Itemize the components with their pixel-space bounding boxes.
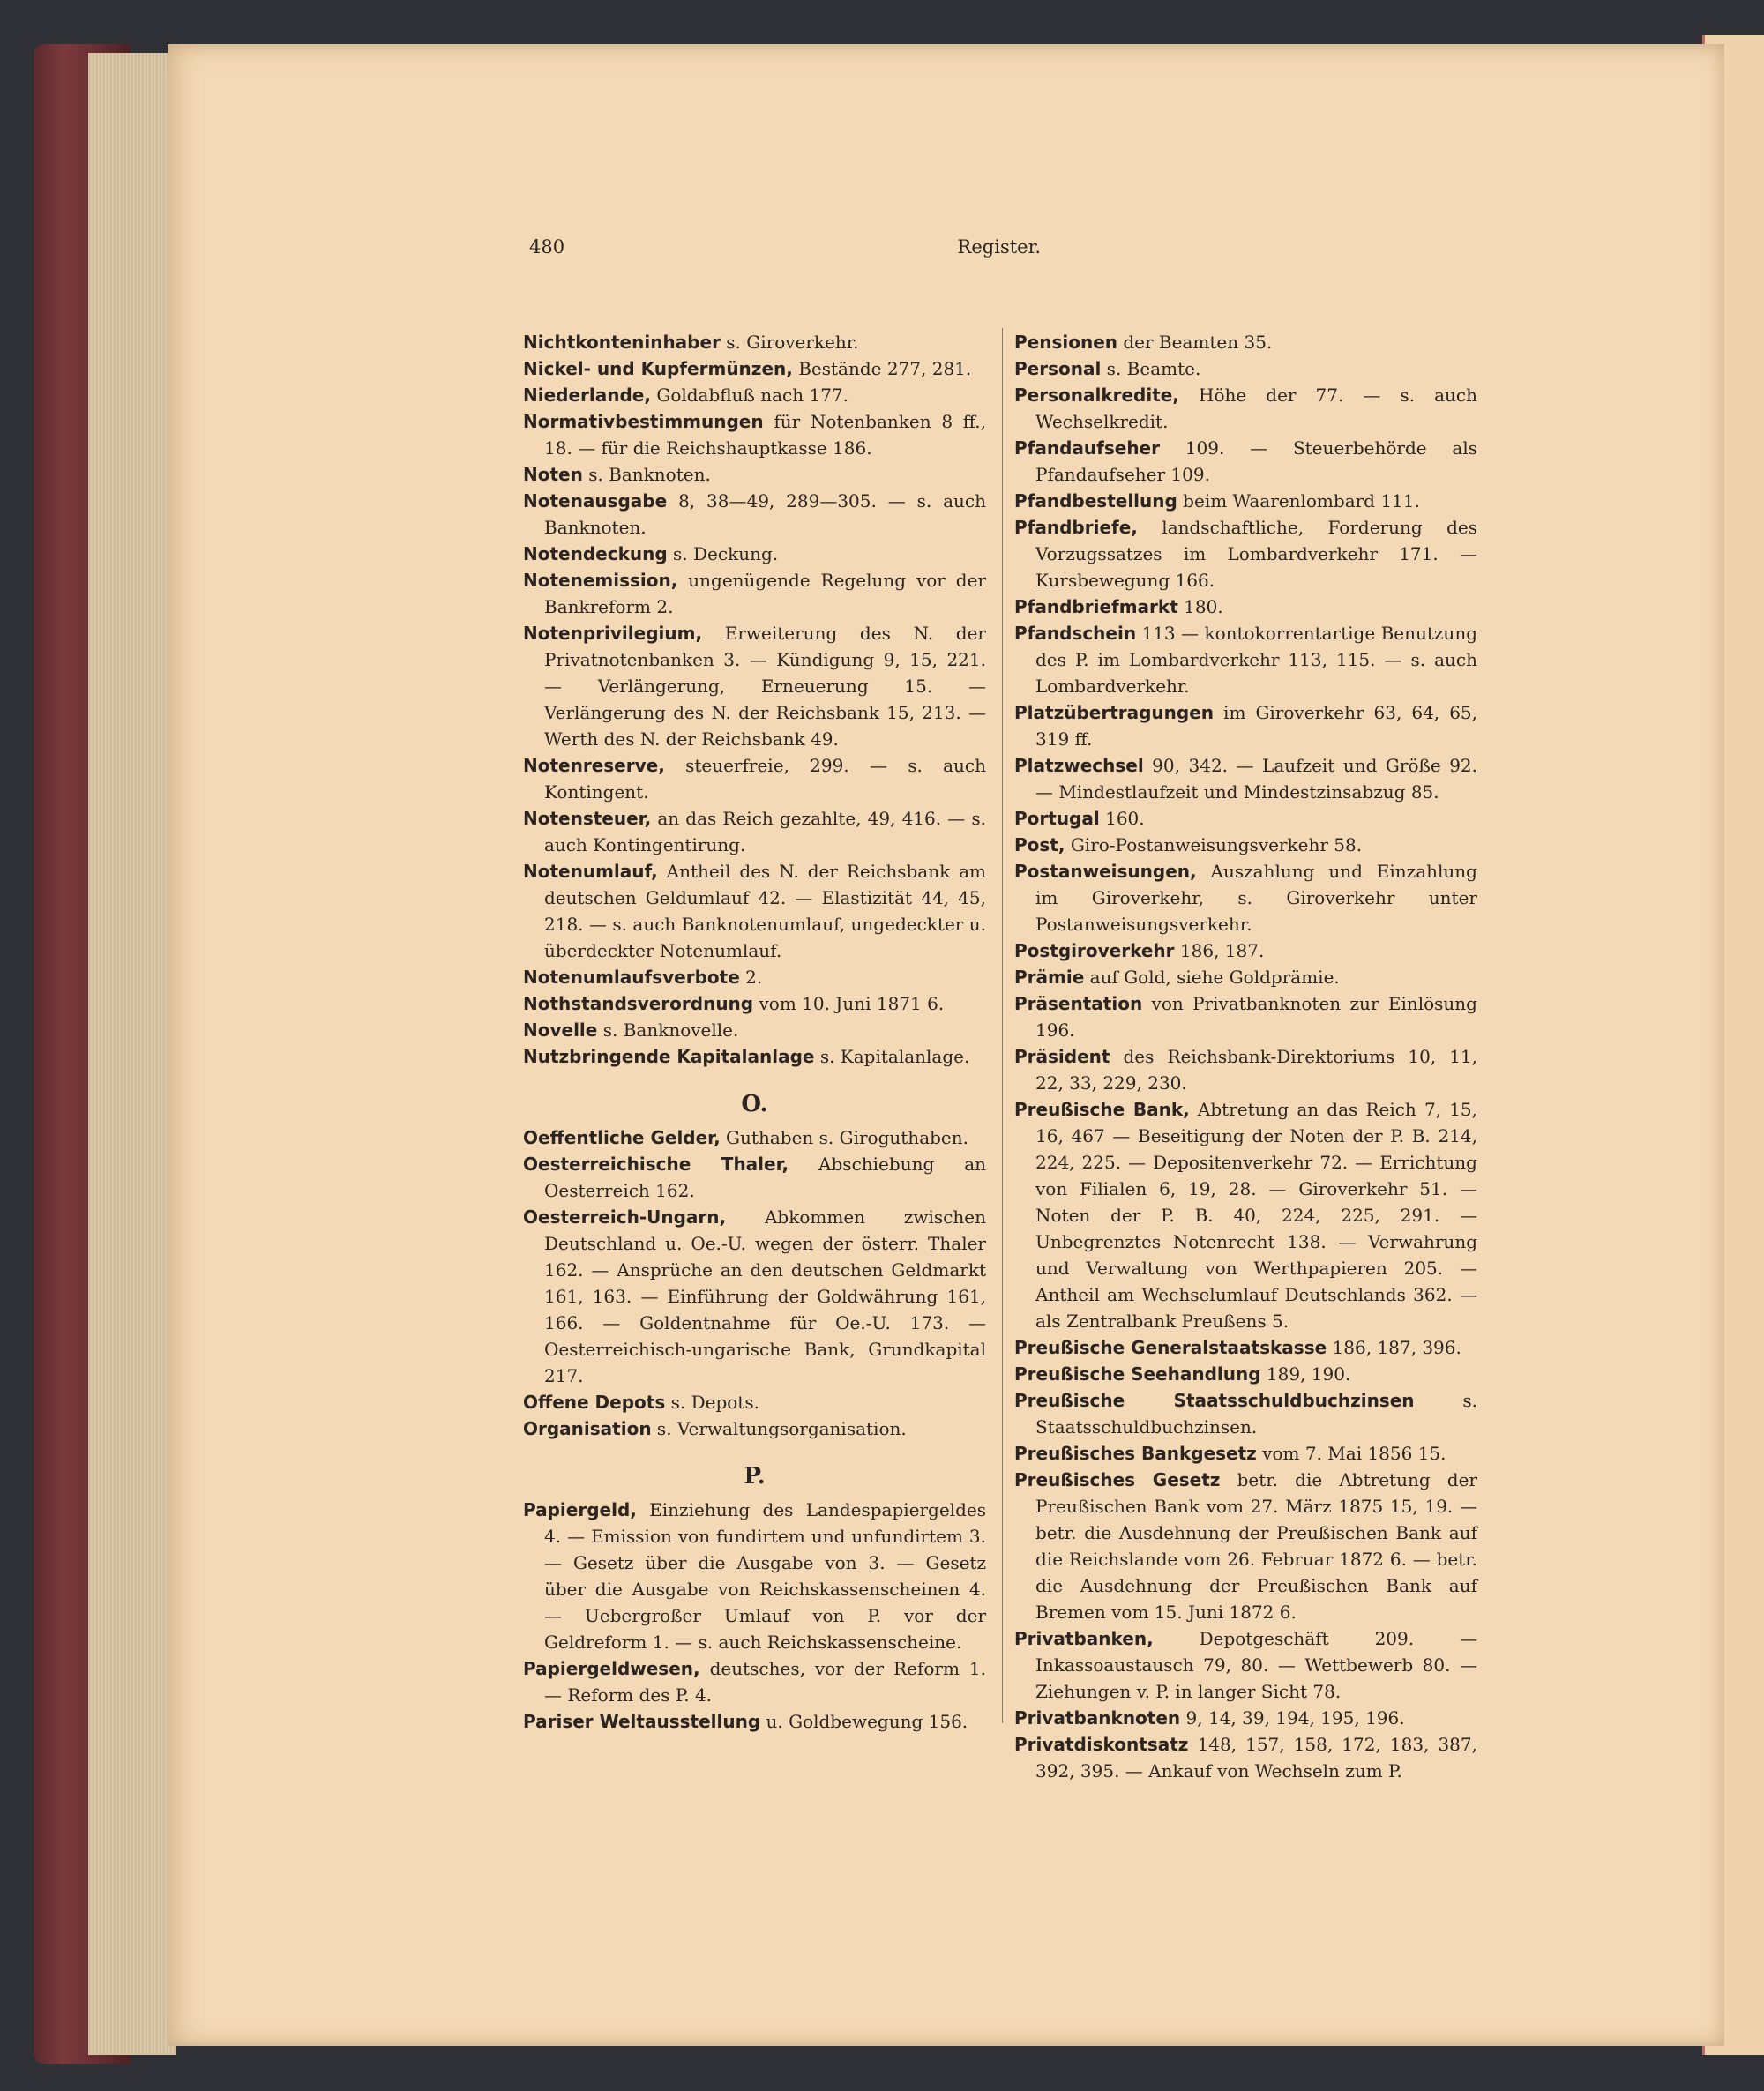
index-reference: 189, 190.	[1260, 1363, 1351, 1385]
index-reference: für Notenbanken 8 ff., 18. — für die Reichshauptkasse 186.	[544, 411, 986, 459]
index-term: Papiergeld,	[523, 1499, 637, 1520]
index-entry	[523, 1415, 986, 1442]
index-term: Postgiroverkehr	[1014, 940, 1175, 961]
entries-p-continued	[1014, 329, 1477, 1784]
index-entry	[1014, 964, 1477, 990]
index-reference: Erweiterung des N. der Privatnotenbanken 3. — Kündigung 9, 15, 221. — Verlängerung, Erneuerung 15. — Verlängerung des N. der Reichsbank 15, 213. — Werth des N. der Reichsbank 49.	[544, 623, 986, 750]
index-entry	[523, 408, 986, 461]
index-entry	[1014, 514, 1477, 594]
index-term: Organisation	[523, 1418, 652, 1439]
index-reference: Giro-Postanweisungsverkehr 58.	[1065, 834, 1363, 855]
section-heading-o: O.	[741, 1091, 768, 1117]
section-heading-p: P.	[744, 1463, 766, 1490]
index-entry	[523, 1124, 986, 1151]
index-entry	[523, 805, 986, 858]
page-title: Register.	[957, 236, 1041, 258]
index-term: Preußische Generalstaatskasse	[1014, 1337, 1327, 1358]
index-term: Papiergeldwesen,	[523, 1658, 700, 1679]
index-entry	[1014, 382, 1477, 435]
index-term: Notensteuer,	[523, 808, 652, 829]
index-entry	[523, 461, 986, 488]
index-entry	[1014, 1705, 1477, 1731]
page-edges	[88, 53, 176, 2055]
index-entry	[1014, 1387, 1477, 1440]
index-reference: beim Waarenlombard 111.	[1177, 490, 1420, 512]
index-term: Notenumlaufsverbote	[523, 967, 740, 988]
index-entry	[523, 1017, 986, 1043]
index-term: Oeffentliche Gelder,	[523, 1127, 721, 1148]
column-divider	[1002, 328, 1003, 1723]
index-term: Nothstandsverordnung	[523, 993, 754, 1014]
index-entry	[523, 1708, 986, 1735]
index-entry	[523, 329, 986, 355]
index-entry	[523, 382, 986, 408]
index-reference: s. Beamte.	[1101, 358, 1201, 379]
index-entry	[1014, 832, 1477, 858]
index-reference: Höhe der 77. — s. auch Wechselkredit.	[1035, 385, 1477, 432]
index-term: Personal	[1014, 358, 1102, 379]
left-column	[523, 329, 986, 1735]
index-reference: s. Giroverkehr.	[720, 332, 859, 353]
index-term: Pfandaufseher	[1014, 437, 1160, 459]
index-entry	[1014, 1361, 1477, 1387]
index-entry	[1014, 355, 1477, 382]
index-entry	[523, 1043, 986, 1070]
index-reference: 90, 342. — Laufzeit und Größe 92. — Mindestlaufzeit und Mindestzinsabzug 85.	[1035, 755, 1477, 803]
index-entry	[1014, 1731, 1477, 1784]
index-reference: landschaftliche, Forderung des Vorzugssatzes im Lombardverkehr 171. — Kursbewegung 166.	[1035, 517, 1477, 591]
index-term: Nickel- und Kupfermünzen,	[523, 358, 793, 379]
index-entry	[523, 858, 986, 964]
index-entry	[523, 620, 986, 752]
index-term: Preußisches Gesetz	[1014, 1469, 1221, 1490]
index-entry	[523, 1204, 986, 1389]
index-term: Privatbanknoten	[1014, 1707, 1181, 1729]
page-number: 480	[529, 236, 565, 258]
index-term: Präsentation	[1014, 993, 1143, 1014]
index-reference: 109. — Steuerbehörde als Pfandaufseher 109.	[1035, 437, 1477, 485]
index-entry	[523, 1389, 986, 1415]
index-term: Novelle	[523, 1019, 598, 1041]
index-entry	[1014, 805, 1477, 832]
index-entry	[523, 1655, 986, 1708]
entries-n	[523, 329, 986, 1070]
index-reference: deutsches, vor der Reform 1. — Reform des P. 4.	[544, 1658, 986, 1706]
index-term: Privatdiskontsatz	[1014, 1734, 1189, 1755]
index-reference: ungenügende Regelung vor der Bankreform 2.	[544, 570, 986, 617]
index-reference: auf Gold, siehe Goldprämie.	[1084, 967, 1340, 988]
index-reference: Bestände 277, 281.	[792, 358, 972, 379]
index-term: Preußische Staatsschuldbuchzinsen	[1014, 1390, 1415, 1411]
index-reference: 2.	[739, 967, 763, 988]
index-reference: betr. die Abtretung der Preußischen Bank vom 27. März 1875 15, 19. — betr. die Ausdehnung der Preußischen Bank auf die Reichslande vom 26. Februar 1872 6. — betr. die Ausdehnung der Preußischen Bank auf Bremen vom 15. Juni 1872 6.	[1035, 1469, 1477, 1623]
index-reference: Auszahlung und Einzahlung im Giroverkehr, s. Giroverkehr unter Postanweisungsverkehr.	[1035, 861, 1477, 935]
index-reference: Abkommen zwischen Deutschland u. Oe.-U. wegen der österr. Thaler 162. — Ansprüche an den deutschen Geldmarkt 161, 163. — Einführung der Goldwährung 161, 166. — Goldentnahme für Oe.-U. 173. — Oesterreichisch-ungarische Bank, Grundkapital 217.	[544, 1206, 986, 1386]
index-entry	[1014, 1625, 1477, 1705]
index-reference: der Beamten 35.	[1117, 332, 1273, 353]
index-term: Präsident	[1014, 1046, 1110, 1067]
index-reference: 180.	[1177, 596, 1223, 617]
index-term: Platzübertragungen	[1014, 702, 1215, 723]
index-reference: s. Kapitalanlage.	[814, 1046, 970, 1067]
index-term: Pfandbriefmarkt	[1014, 596, 1178, 617]
index-term: Pfandbestellung	[1014, 490, 1177, 512]
index-reference: s. Depots.	[665, 1392, 759, 1413]
index-term: Pensionen	[1014, 332, 1118, 353]
index-term: Notenumlauf,	[523, 861, 658, 882]
right-column	[1014, 329, 1477, 1784]
index-reference: s. Deckung.	[667, 543, 779, 564]
index-reference: Einziehung des Landespapiergeldes 4. — Emission von fundirtem und unfundirtem 3. — Gesetz über die Ausgabe von 3. — Gesetz über die Ausgabe von Reichskassenscheinen 4. — Uebergroßer Umlauf von P. vor der Geldreform 1. — s. auch Reichskassenscheine.	[544, 1499, 986, 1653]
index-reference: 186, 187, 396.	[1327, 1337, 1461, 1358]
index-term: Oesterreich-Ungarn,	[523, 1206, 727, 1228]
index-term: Preußische Seehandlung	[1014, 1363, 1261, 1385]
index-reference: vom 7. Mai 1856 15.	[1256, 1443, 1446, 1464]
index-reference: steuerfreie, 299. — s. auch Kontingent.	[544, 755, 986, 803]
index-term: Notenreserve,	[523, 755, 665, 776]
page-header	[529, 236, 1041, 258]
index-entry	[523, 567, 986, 620]
index-entry	[1014, 1334, 1477, 1361]
index-entry	[1014, 752, 1477, 805]
index-entry	[1014, 594, 1477, 620]
index-reference: Depotgeschäft 209. — Inkassoaustausch 79, 80. — Wettbewerb 80. — Ziehungen v. P. in langer Sicht 78.	[1035, 1628, 1477, 1702]
index-entry	[1014, 1043, 1477, 1096]
index-term: Preußische Bank,	[1014, 1099, 1190, 1120]
index-reference: Antheil des N. der Reichsbank am deutschen Geldumlauf 42. — Elastizität 44, 45, 218. — s. auch Banknotenumlauf, ungedeckter u. überdeckter Notenumlauf.	[544, 861, 986, 961]
index-term: Nichtkonteninhaber	[523, 332, 721, 353]
index-entry	[1014, 937, 1477, 964]
index-term: Notenemission,	[523, 570, 678, 591]
index-reference: Guthaben s. Giroguthaben.	[720, 1127, 968, 1148]
index-reference: Abtretung an das Reich 7, 15, 16, 467 — Beseitigung der Noten der P. B. 214, 224, 225. — Depositenverkehr 72. — Errichtung von Filialen 6, 19, 28. — Giroverkehr 51. — Noten der P. B. 40, 224, 225, 291. — Unbegrenztes Notenrecht 138. — Verwahrung und Verwaltung von Werthpapieren 205. — Antheil am Wechselumlauf Deutschlands 362. — als Zentralbank Preußens 5.	[1035, 1099, 1478, 1332]
index-term: Pfandbriefe,	[1014, 517, 1138, 538]
index-term: Normativbestimmungen	[523, 411, 764, 432]
index-reference: 9, 14, 39, 194, 195, 196.	[1180, 1707, 1405, 1729]
index-reference: 186, 187.	[1174, 940, 1265, 961]
index-term: Offene Depots	[523, 1392, 666, 1413]
index-entry	[1014, 699, 1477, 752]
index-term: Nutzbringende Kapitalanlage	[523, 1046, 815, 1067]
index-term: Notenausgabe	[523, 490, 668, 512]
index-reference: s. Banknoten.	[582, 464, 711, 485]
index-entry	[523, 488, 986, 541]
index-entry	[523, 1151, 986, 1204]
index-entry	[1014, 329, 1477, 355]
index-entry	[1014, 1467, 1477, 1625]
index-entry	[1014, 488, 1477, 514]
entries-o	[523, 1124, 986, 1442]
index-entry	[523, 752, 986, 805]
index-term: Privatbanken,	[1014, 1628, 1154, 1649]
index-term: Postanweisungen,	[1014, 861, 1197, 882]
index-term: Preußisches Bankgesetz	[1014, 1443, 1257, 1464]
index-reference: Goldabfluß nach 177.	[650, 385, 848, 406]
index-entry	[523, 990, 986, 1017]
index-reference: 148, 157, 158, 172, 183, 387, 392, 395. — Ankauf von Wechseln zum P.	[1035, 1734, 1477, 1781]
index-reference: von Privatbanknoten zur Einlösung 196.	[1035, 993, 1477, 1041]
index-term: Platzwechsel	[1014, 755, 1144, 776]
index-term: Personalkredite,	[1014, 385, 1179, 406]
index-term: Prämie	[1014, 967, 1085, 988]
index-entry	[523, 541, 986, 567]
index-entry	[523, 1497, 986, 1655]
index-term: Pariser Weltausstellung	[523, 1711, 761, 1732]
index-term: Niederlande,	[523, 385, 651, 406]
index-entry	[1014, 435, 1477, 488]
index-reference: des Reichsbank-Direktoriums 10, 11, 22, 33, 229, 230.	[1035, 1046, 1477, 1094]
index-entry	[1014, 620, 1477, 699]
index-entry	[1014, 990, 1477, 1043]
index-term: Pfandschein	[1014, 623, 1137, 644]
index-reference: 113 — kontokorrentartige Benutzung des P. im Lombardverkehr 113, 115. — s. auch Lombardverkehr.	[1035, 623, 1477, 697]
index-reference: im Giroverkehr 63, 64, 65, 319 ff.	[1035, 702, 1477, 750]
index-term: Notenprivilegium,	[523, 623, 703, 644]
index-reference: 8, 38—49, 289—305. — s. auch Banknoten.	[544, 490, 986, 538]
entries-p	[523, 1497, 986, 1735]
index-reference: s. Staatsschuldbuchzinsen.	[1035, 1390, 1477, 1438]
index-reference: Abschiebung an Oesterreich 162.	[544, 1154, 986, 1201]
index-term: Oesterreichische Thaler,	[523, 1154, 789, 1175]
index-reference: an das Reich gezahlte, 49, 416. — s. auch Kontingentirung.	[544, 808, 986, 855]
index-entry	[523, 355, 986, 382]
index-entry	[523, 964, 986, 990]
index-reference: vom 10. Juni 1871 6.	[753, 993, 945, 1014]
index-reference: s. Banknovelle.	[597, 1019, 739, 1041]
index-term: Noten	[523, 464, 583, 485]
index-term: Portugal	[1014, 808, 1100, 829]
index-reference: s. Verwaltungsorganisation.	[651, 1418, 907, 1439]
index-reference: u. Goldbewegung 156.	[760, 1711, 968, 1732]
index-reference: 160.	[1099, 808, 1145, 829]
index-entry	[1014, 1096, 1477, 1334]
index-term: Post,	[1014, 834, 1065, 855]
index-entry	[1014, 1440, 1477, 1467]
index-entry	[1014, 858, 1477, 937]
index-term: Notendeckung	[523, 543, 668, 564]
